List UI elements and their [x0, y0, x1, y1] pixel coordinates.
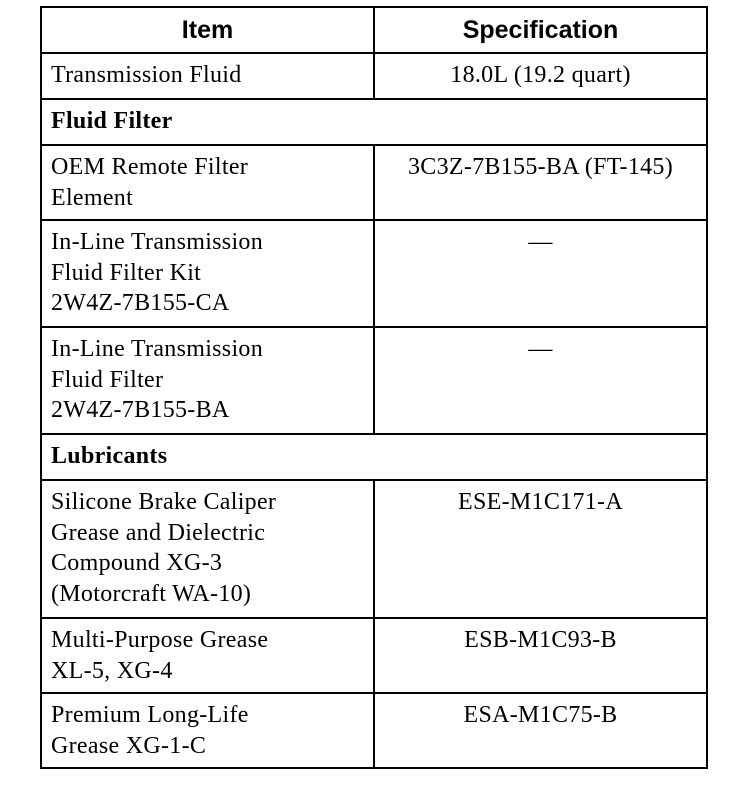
header-item: Item: [41, 7, 374, 53]
table-row: [41, 53, 707, 99]
spec-cell: ESA-M1C75-B: [374, 693, 707, 768]
item-line: 2W4Z-7B155-CA: [51, 290, 230, 316]
item-cell: Transmission Fluid: [41, 53, 374, 99]
item-cell: [41, 480, 374, 618]
section-heading: Lubricants: [41, 434, 707, 480]
spec-cell: 18.0L (19.2 quart): [374, 53, 707, 99]
table-row: [41, 480, 707, 618]
item-line: Compound XG-3: [51, 550, 223, 576]
item-line: Fluid Filter Kit: [51, 259, 202, 286]
item-line: 2W4Z-7B155-BA: [51, 397, 230, 423]
item-line: (Motorcraft WA-10): [51, 580, 252, 607]
spec-cell: 3C3Z-7B155-BA (FT-145): [374, 145, 707, 220]
table-row: [41, 220, 707, 327]
section-row: [41, 434, 707, 480]
table-row: [41, 327, 707, 434]
item-line: Element: [51, 184, 134, 211]
section-heading: Fluid Filter: [41, 99, 707, 145]
section-row: [41, 99, 707, 145]
item-cell: [41, 145, 374, 220]
table-row: [41, 618, 707, 693]
table-row: [41, 145, 707, 220]
spec-cell: —: [374, 327, 707, 434]
item-line: OEM Remote Filter: [51, 154, 249, 180]
header-specification: Specification: [374, 7, 707, 53]
item-line: In-Line Transmission: [51, 336, 264, 362]
header-row: [41, 7, 707, 53]
item-line: In-Line Transmission: [51, 229, 264, 255]
spec-cell: ESB-M1C93-B: [374, 618, 707, 693]
item-cell: [41, 220, 374, 327]
item-line: Silicone Brake Caliper: [51, 489, 277, 515]
item-line: Fluid Filter: [51, 366, 164, 393]
item-line: Premium Long-Life: [51, 702, 249, 728]
item-cell: [41, 327, 374, 434]
spec-cell: —: [374, 220, 707, 327]
spec-cell: ESE-M1C171-A: [374, 480, 707, 618]
specification-table: [40, 6, 708, 769]
table-row: [41, 693, 707, 768]
item-line: XL-5, XG-4: [51, 657, 173, 684]
item-line: Grease and Dielectric: [51, 519, 266, 546]
item-line: Grease XG-1-C: [51, 732, 207, 759]
item-cell: [41, 618, 374, 693]
item-line: Multi-Purpose Grease: [51, 627, 269, 653]
item-cell: [41, 693, 374, 768]
